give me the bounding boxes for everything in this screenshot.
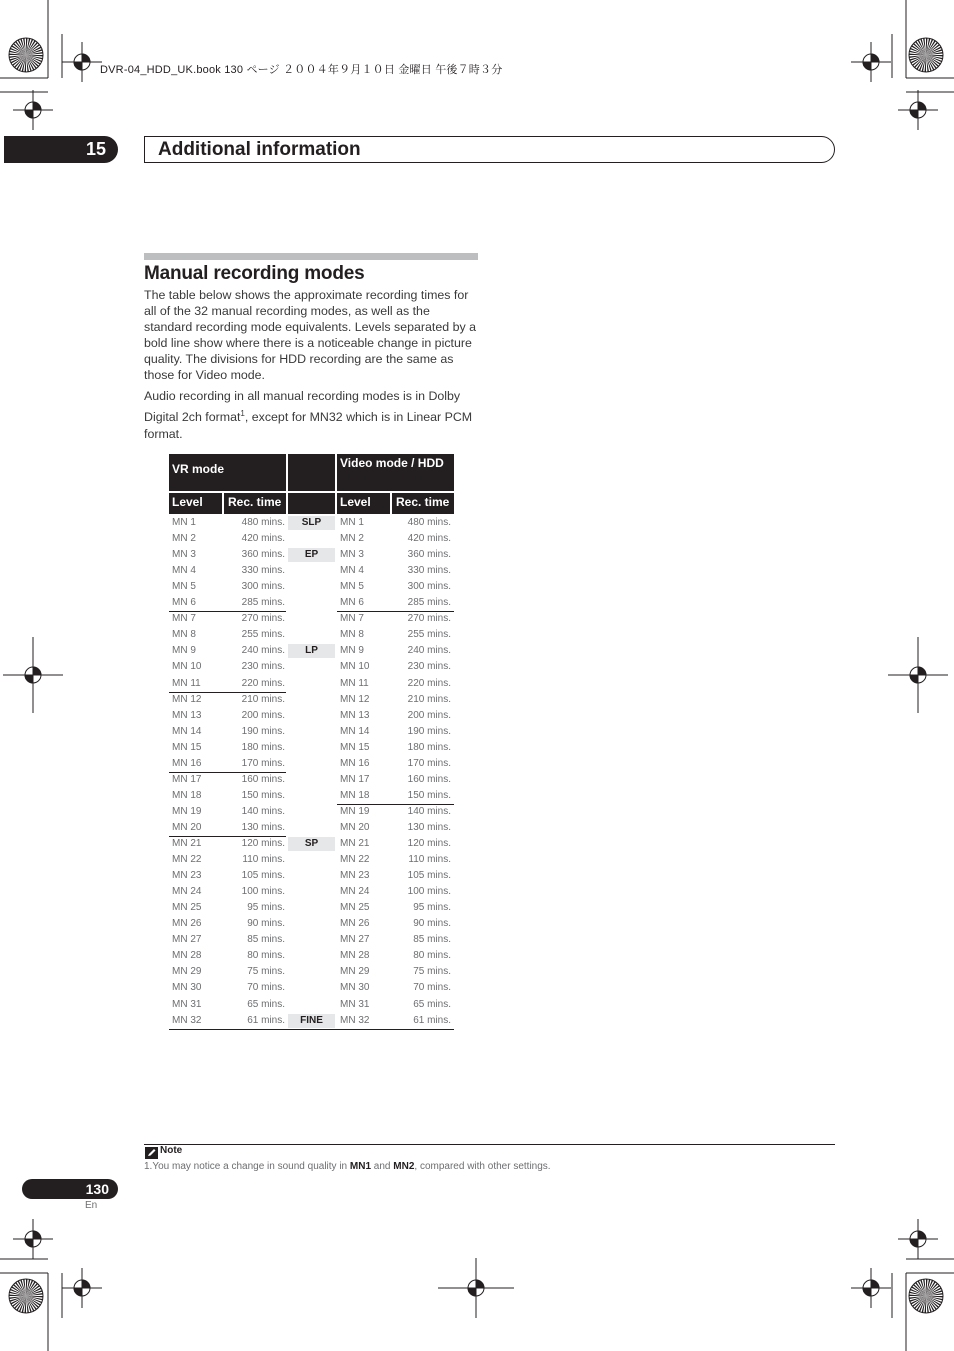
video-rec-time-cell: 480 mins. — [407, 517, 451, 528]
video-level-cell: MN 15 — [340, 741, 370, 753]
table-row — [169, 788, 454, 804]
intro-paragraph: The table below shows the approximate recording times for all of the 32 manual recording modes, as well as the standard recording mode equivalents. Levels separated by a bold line show where there is a noticeable change in picture quality. The divisions for HDD recording are the same as those for Video mode. — [144, 288, 477, 382]
video-level-cell: MN 10 — [340, 661, 370, 673]
video-rec-time-cell: 240 mins. — [407, 645, 451, 657]
video-level-cell: MN 13 — [340, 709, 370, 721]
vr-quality-divider — [169, 772, 286, 773]
vr-level-cell: MN 22 — [172, 854, 202, 866]
vr-rec-time-cell: 95 mins. — [247, 902, 285, 914]
table-row — [169, 595, 454, 611]
vr-level-cell: MN 18 — [172, 789, 202, 801]
video-rec-time-cell: 420 mins. — [407, 533, 451, 545]
video-rec-time-cell: 110 mins. — [408, 854, 451, 866]
vr-level-cell: MN 27 — [172, 934, 202, 946]
video-level-cell: MN 2 — [340, 533, 364, 545]
video-level-cell: MN 5 — [340, 581, 364, 593]
video-level-cell: MN 26 — [340, 918, 370, 930]
vr-rec-time-cell: 160 mins. — [241, 773, 285, 785]
registration-starburst — [909, 38, 943, 72]
table-row — [169, 804, 454, 820]
video-rec-time-cell: 120 mins. — [407, 838, 451, 849]
video-level-cell: MN 11 — [340, 677, 369, 689]
table-row — [169, 708, 454, 724]
video-level-cell: MN 6 — [340, 597, 364, 609]
table-row — [169, 980, 454, 996]
vr-rec-time-cell: 85 mins. — [247, 934, 285, 946]
registration-starburst — [909, 1279, 943, 1313]
video-level-cell: MN 7 — [340, 613, 364, 625]
vr-level-cell: MN 29 — [172, 966, 202, 978]
vr-level-cell: MN 4 — [172, 565, 196, 577]
vr-level-cell: MN 26 — [172, 918, 202, 930]
table-row — [169, 563, 454, 579]
video-level-cell: MN 1 — [340, 517, 364, 528]
video-rec-time-header: Rec. time — [392, 493, 454, 514]
table-row — [169, 627, 454, 643]
table-row — [169, 884, 454, 900]
video-rec-time-cell: 90 mins. — [413, 918, 451, 930]
table-row — [169, 868, 454, 884]
video-level-cell: MN 18 — [340, 789, 370, 801]
video-level-cell: MN 16 — [340, 757, 370, 769]
section-rule — [144, 253, 478, 260]
video-rec-time-cell: 220 mins. — [407, 677, 451, 689]
video-level-cell: MN 12 — [340, 693, 370, 705]
page-language: En — [85, 1200, 98, 1211]
file-header: DVR-04_HDD_UK.book 130 ページ ２００４年９月１０日 金曜日 午後７時３分 — [100, 64, 503, 76]
video-rec-time-cell: 230 mins. — [407, 661, 451, 673]
vr-rec-time-cell: 105 mins. — [241, 870, 285, 882]
mode-header-blank — [288, 454, 335, 491]
vr-rec-time-cell: 75 mins. — [247, 966, 285, 978]
vr-rec-time-cell: 210 mins. — [241, 693, 285, 705]
vr-rec-time-cell: 100 mins. — [241, 886, 285, 898]
video-rec-time-cell: 85 mins. — [413, 934, 451, 946]
video-rec-time-cell: 140 mins. — [407, 805, 451, 817]
video-rec-time-cell: 75 mins. — [413, 966, 451, 978]
vr-level-cell: MN 15 — [172, 741, 202, 753]
video-quality-divider — [337, 611, 454, 612]
video-rec-time-cell: 330 mins. — [407, 565, 451, 577]
vr-quality-divider — [169, 836, 286, 837]
vr-level-cell: MN 24 — [172, 886, 202, 898]
vr-level-cell: MN 19 — [172, 805, 202, 817]
vr-rec-time-cell: 220 mins. — [241, 677, 285, 689]
vr-level-cell: MN 8 — [172, 629, 196, 641]
table-row — [169, 997, 454, 1013]
vr-rec-time-header: Rec. time — [224, 493, 286, 514]
video-level-cell: MN 30 — [340, 982, 370, 994]
standard-mode-badge: SP — [288, 837, 335, 851]
vr-rec-time-cell: 300 mins. — [241, 581, 285, 593]
vr-rec-time-cell: 480 mins. — [241, 517, 285, 528]
note-pencil-icon — [145, 1147, 158, 1159]
video-rec-time-cell: 130 mins. — [407, 821, 451, 833]
video-level-cell: MN 20 — [340, 821, 370, 833]
video-level-cell: MN 14 — [340, 725, 370, 737]
video-level-cell: MN 19 — [340, 805, 370, 817]
video-quality-divider — [337, 804, 454, 805]
table-row — [169, 724, 454, 740]
vr-rec-time-cell: 360 mins. — [241, 549, 285, 561]
table-row — [169, 659, 454, 675]
vr-level-cell: MN 14 — [172, 725, 202, 737]
vr-level-cell: MN 20 — [172, 821, 202, 833]
vr-level-cell: MN 5 — [172, 581, 196, 593]
video-rec-time-cell: 95 mins. — [413, 902, 451, 914]
video-rec-time-cell: 270 mins. — [407, 613, 451, 625]
video-level-cell: MN 32 — [340, 1014, 370, 1026]
vr-level-cell: MN 12 — [172, 693, 202, 705]
vr-rec-time-cell: 270 mins. — [241, 613, 285, 625]
vr-rec-time-cell: 80 mins. — [247, 950, 285, 962]
vr-rec-time-cell: 255 mins. — [241, 629, 285, 641]
vr-level-cell: MN 16 — [172, 757, 202, 769]
vr-rec-time-cell: 240 mins. — [241, 645, 285, 657]
video-rec-time-cell: 150 mins. — [407, 789, 451, 801]
video-rec-time-cell: 200 mins. — [407, 709, 451, 721]
vr-rec-time-cell: 330 mins. — [241, 565, 285, 577]
video-level-cell: MN 4 — [340, 565, 364, 577]
table-row — [169, 852, 454, 868]
vr-rec-time-cell: 65 mins. — [247, 998, 285, 1010]
standard-mode-badge: SLP — [288, 516, 335, 530]
vr-level-cell: MN 28 — [172, 950, 202, 962]
vr-level-cell: MN 17 — [172, 773, 202, 785]
vr-level-cell: MN 1 — [172, 517, 196, 528]
section-title: Manual recording modes — [144, 263, 365, 284]
vr-level-cell: MN 6 — [172, 597, 196, 609]
footnote-ref: 1 — [240, 409, 245, 418]
note-text: 1.You may notice a change in sound quality in MN1 and MN2, compared with other settings. — [144, 1161, 551, 1172]
mode-subheader-blank — [288, 493, 335, 514]
vr-level-cell: MN 31 — [172, 998, 202, 1010]
video-level-cell: MN 27 — [340, 934, 370, 946]
video-rec-time-cell: 80 mins. — [413, 950, 451, 962]
video-level-cell: MN 21 — [340, 838, 370, 849]
video-level-cell: MN 22 — [340, 854, 370, 866]
audio-paragraph: Audio recording in all manual recording modes is in Dolby Digital 2ch format$^1$, except for MN32 which is in Linear PCM format. — [144, 389, 473, 442]
table-row — [169, 676, 454, 692]
table-row — [169, 756, 454, 772]
standard-mode-badge: FINE — [288, 1014, 335, 1028]
chapter-number-tab: 15 — [4, 136, 118, 163]
vr-level-cell: MN 21 — [172, 838, 202, 849]
video-rec-time-cell: 180 mins. — [407, 741, 451, 753]
note-rule — [144, 1144, 835, 1145]
table-row — [169, 772, 454, 788]
vr-rec-time-cell: 90 mins. — [247, 918, 285, 930]
page-number: 130 — [22, 1179, 118, 1199]
chapter-title: Additional information — [144, 136, 835, 163]
video-level-cell: MN 28 — [340, 950, 370, 962]
recording-modes-table — [169, 454, 454, 1029]
registration-starburst — [9, 38, 43, 72]
video-level-cell: MN 31 — [340, 998, 370, 1010]
vr-level-cell: MN 25 — [172, 902, 202, 914]
video-level-cell: MN 29 — [340, 966, 370, 978]
video-rec-time-cell: 210 mins. — [407, 693, 451, 705]
vr-level-cell: MN 2 — [172, 533, 196, 545]
vr-rec-time-cell: 70 mins. — [247, 982, 285, 994]
video-rec-time-cell: 65 mins. — [413, 998, 451, 1010]
standard-mode-badge: LP — [288, 644, 335, 658]
vr-rec-time-cell: 200 mins. — [241, 709, 285, 721]
video-rec-time-cell: 300 mins. — [407, 581, 451, 593]
vr-level-cell: MN 30 — [172, 982, 202, 994]
video-level-cell: MN 8 — [340, 629, 364, 641]
video-rec-time-cell: 190 mins. — [407, 725, 451, 737]
vr-level-cell: MN 32 — [172, 1014, 202, 1026]
vr-rec-time-cell: 170 mins. — [241, 757, 285, 769]
vr-rec-time-cell: 230 mins. — [241, 661, 285, 673]
video-rec-time-cell: 105 mins. — [407, 870, 451, 882]
vr-level-cell: MN 13 — [172, 709, 202, 721]
vr-rec-time-cell: 420 mins. — [241, 533, 285, 545]
table-row — [169, 948, 454, 964]
table-row — [169, 692, 454, 708]
standard-mode-badge: EP — [288, 548, 335, 562]
vr-rec-time-cell: 180 mins. — [241, 741, 285, 753]
video-rec-time-cell: 285 mins. — [407, 597, 451, 609]
vr-rec-time-cell: 285 mins. — [241, 597, 285, 609]
video-mode-header: Video mode / HDD — [337, 454, 454, 491]
table-row — [169, 932, 454, 948]
vr-level-cell: MN 9 — [172, 645, 196, 657]
video-rec-time-cell: 160 mins. — [407, 773, 451, 785]
video-level-cell: MN 23 — [340, 870, 370, 882]
vr-level-header: Level — [169, 493, 222, 514]
table-row — [169, 531, 454, 547]
table-row — [169, 579, 454, 595]
vr-level-cell: MN 3 — [172, 549, 196, 561]
table-row — [169, 964, 454, 980]
video-level-cell: MN 25 — [340, 902, 370, 914]
video-rec-time-cell: 170 mins. — [407, 757, 451, 769]
video-level-cell: MN 9 — [340, 645, 364, 657]
video-rec-time-cell: 70 mins. — [413, 982, 451, 994]
table-row — [169, 611, 454, 627]
vr-level-cell: MN 11 — [172, 677, 201, 689]
vr-rec-time-cell: 110 mins. — [242, 854, 285, 866]
video-rec-time-cell: 100 mins. — [407, 886, 451, 898]
note-label: Note — [160, 1145, 183, 1156]
vr-level-cell: MN 7 — [172, 613, 196, 625]
video-rec-time-cell: 360 mins. — [407, 549, 451, 561]
registration-starburst — [9, 1279, 43, 1313]
video-level-cell: MN 24 — [340, 886, 370, 898]
vr-level-cell: MN 23 — [172, 870, 202, 882]
video-level-cell: MN 3 — [340, 549, 364, 561]
vr-mode-header: VR mode — [169, 454, 286, 491]
table-row — [169, 900, 454, 916]
video-level-cell: MN 17 — [340, 773, 370, 785]
vr-rec-time-cell: 140 mins. — [241, 805, 285, 817]
vr-rec-time-cell: 120 mins. — [241, 838, 285, 849]
table-row — [169, 916, 454, 932]
vr-rec-time-cell: 61 mins. — [247, 1014, 285, 1026]
vr-rec-time-cell: 190 mins. — [241, 725, 285, 737]
video-rec-time-cell: 255 mins. — [407, 629, 451, 641]
video-rec-time-cell: 61 mins. — [413, 1014, 451, 1026]
table-row — [169, 740, 454, 756]
vr-rec-time-cell: 150 mins. — [241, 789, 285, 801]
vr-rec-time-cell: 130 mins. — [241, 821, 285, 833]
vr-level-cell: MN 10 — [172, 661, 202, 673]
table-row — [169, 820, 454, 836]
vr-quality-divider — [169, 611, 286, 612]
table-bottom-rule — [169, 1029, 454, 1030]
vr-quality-divider — [169, 692, 286, 693]
video-level-header: Level — [337, 493, 390, 514]
